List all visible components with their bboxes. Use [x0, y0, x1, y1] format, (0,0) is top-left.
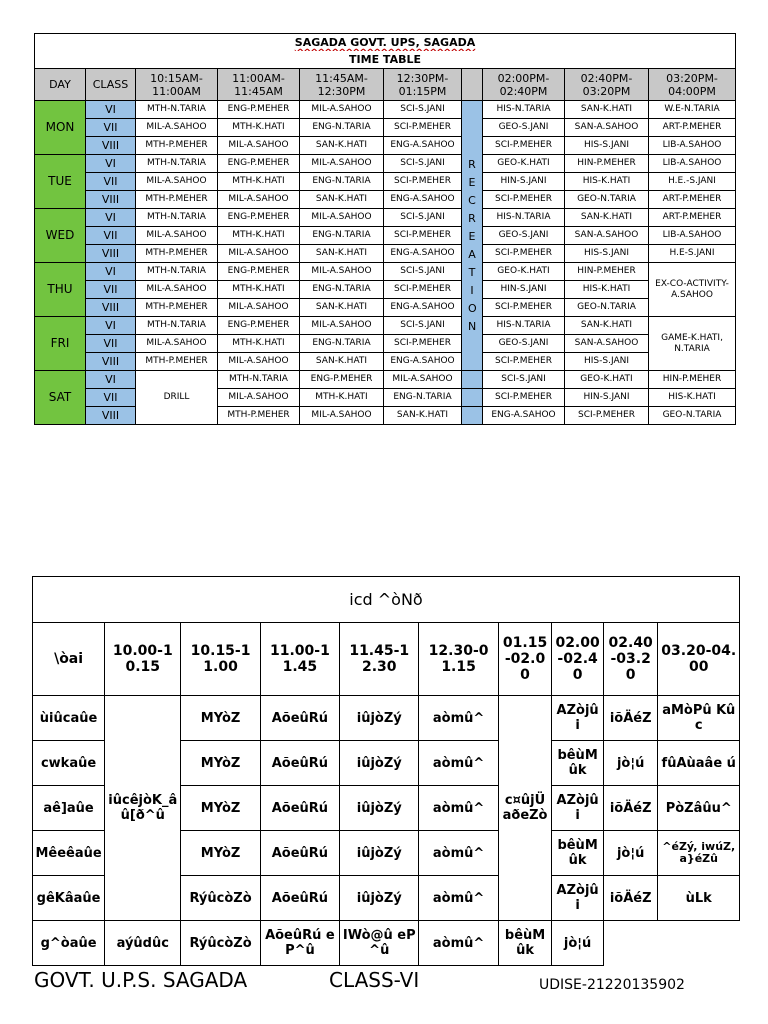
period-cell: SAN-K.HATI: [565, 317, 649, 335]
drill-cell: DRILL: [136, 371, 218, 425]
period-cell: SCI-P.MEHER: [483, 299, 565, 317]
odia-period-cell: aòmû^: [419, 831, 498, 876]
class-label: VI: [86, 317, 136, 335]
odia-period-cell: iõÄéZ: [603, 696, 658, 741]
period-cell: SAN-K.HATI: [300, 245, 384, 263]
odia-period-cell: MYòZ: [181, 741, 260, 786]
period-cell: MIL-A.SAHOO: [384, 371, 462, 389]
odia-period-cell: AõeûRú: [260, 696, 339, 741]
period-cell: ENG-P.MEHER: [218, 263, 300, 281]
period-cell: MTH-P.MEHER: [136, 245, 218, 263]
period-cell: ENG-P.MEHER: [218, 155, 300, 173]
period-cell: SAN-K.HATI: [300, 299, 384, 317]
period-cell: SAN-K.HATI: [565, 209, 649, 227]
day-label: MON: [35, 101, 86, 155]
period-cell: LIB-A.SAHOO: [649, 137, 736, 155]
period-cell: SCI-P.MEHER: [483, 389, 565, 407]
period-cell: ENG-N.TARIA: [300, 173, 384, 191]
odia-day-label: Mêeêaûe: [33, 831, 105, 876]
period-cell: LIB-A.SAHOO: [649, 227, 736, 245]
period-cell: HIN-S.JANI: [565, 389, 649, 407]
header-period: 11:45AM-12:30PM: [300, 69, 384, 101]
class-label: VIII: [86, 191, 136, 209]
odia-period-cell: aòmû^: [419, 741, 498, 786]
period-cell: ART-P.MEHER: [649, 191, 736, 209]
class-label: VIII: [86, 353, 136, 371]
table-row: [35, 263, 736, 281]
odia-period-cell: iûjòZý: [340, 741, 419, 786]
period-cell: MTH-N.TARIA: [136, 101, 218, 119]
period-cell: ENG-N.TARIA: [300, 119, 384, 137]
odia-day-label: aê]aûe: [33, 786, 105, 831]
period-cell: ENG-N.TARIA: [300, 227, 384, 245]
period-cell: MTH-N.TARIA: [136, 317, 218, 335]
class-label: VI: [86, 155, 136, 173]
period-cell: HIS-K.HATI: [565, 173, 649, 191]
period-cell: MTH-P.MEHER: [136, 299, 218, 317]
recess-blank: [462, 389, 483, 407]
period-cell: HIS-S.JANI: [565, 137, 649, 155]
period-cell: HIN-S.JANI: [483, 173, 565, 191]
period-cell: GEO-N.TARIA: [565, 299, 649, 317]
period-cell: MIL-A.SAHOO: [300, 407, 384, 425]
day-label: FRI: [35, 317, 86, 371]
odia-period-cell: MYòZ: [181, 786, 260, 831]
period-cell: MTH-K.HATI: [218, 281, 300, 299]
period-cell: SCI-P.MEHER: [483, 245, 565, 263]
period-cell: GEO-N.TARIA: [565, 191, 649, 209]
period-cell: SCI-P.MEHER: [483, 353, 565, 371]
period-cell: ENG-P.MEHER: [300, 371, 384, 389]
period-cell: ENG-A.SAHOO: [384, 353, 462, 371]
english-timetable: [34, 33, 736, 425]
odia-period-cell: iûjòZý: [340, 876, 419, 921]
period-cell: HIS-K.HATI: [565, 281, 649, 299]
header-period: 12:30PM-01:15PM: [384, 69, 462, 101]
period-cell: SAN-K.HATI: [300, 191, 384, 209]
odia-period-cell: AZòjûi: [552, 696, 604, 741]
odia-period-cell: AõeûRú: [260, 741, 339, 786]
activity-cell: EX-CO-ACTIVITY-A.SAHOO: [649, 263, 736, 317]
period-cell: MTH-K.HATI: [300, 389, 384, 407]
period-cell: SCI-P.MEHER: [483, 137, 565, 155]
period-cell: SCI-S.JANI: [384, 209, 462, 227]
period-cell: SAN-K.HATI: [565, 101, 649, 119]
odia-period-cell: AõeûRú eP^û: [260, 921, 339, 966]
recess-blank: [462, 371, 483, 389]
odia-period-cell: bêùM ûk: [552, 831, 604, 876]
odia-period-cell: fûAùaâe ú: [658, 741, 740, 786]
period-cell: MIL-A.SAHOO: [218, 137, 300, 155]
header-period: 10:15AM-11:00AM: [136, 69, 218, 101]
period-cell: ART-P.MEHER: [649, 119, 736, 137]
period-cell: HIS-S.JANI: [565, 353, 649, 371]
period-cell: SCI-S.JANI: [483, 371, 565, 389]
activity-cell: GAME-K.HATI, N.TARIA: [649, 317, 736, 371]
recess-blank: [462, 407, 483, 425]
table-row: [35, 371, 736, 389]
day-label: WED: [35, 209, 86, 263]
period-cell: GEO-K.HATI: [565, 371, 649, 389]
table-row: [33, 696, 740, 741]
odia-period-cell: jò¦ú: [603, 831, 658, 876]
period-cell: MIL-A.SAHOO: [136, 119, 218, 137]
period-cell: ENG-P.MEHER: [218, 209, 300, 227]
odia-header-cell: 11.00-11.45: [260, 623, 339, 696]
table-row: [35, 137, 736, 155]
table-row: [35, 335, 736, 353]
period-cell: MIL-A.SAHOO: [300, 155, 384, 173]
period-cell: SCI-P.MEHER: [384, 119, 462, 137]
class-label: VIII: [86, 299, 136, 317]
period-cell: MIL-A.SAHOO: [300, 101, 384, 119]
period-cell: SCI-S.JANI: [384, 263, 462, 281]
class-label: VIII: [86, 137, 136, 155]
period-cell: HIN-P.MEHER: [649, 371, 736, 389]
header-recess: [462, 69, 483, 101]
period-cell: ENG-A.SAHOO: [384, 191, 462, 209]
odia-period-cell: MYòZ: [181, 831, 260, 876]
period-cell: MIL-A.SAHOO: [300, 263, 384, 281]
odia-timetable: [32, 576, 740, 966]
class-label: VII: [86, 281, 136, 299]
period-cell: ENG-A.SAHOO: [384, 137, 462, 155]
odia-period-cell: iûjòZý: [340, 696, 419, 741]
period-cell: MTH-K.HATI: [218, 119, 300, 137]
period-cell: MIL-A.SAHOO: [300, 317, 384, 335]
class-label: VII: [86, 335, 136, 353]
day-label: TUE: [35, 155, 86, 209]
period-cell: MTH-K.HATI: [218, 335, 300, 353]
odia-period-cell: iõÄéZ: [603, 786, 658, 831]
odia-header-cell: 11.45-12.30: [340, 623, 419, 696]
odia-period-cell: MYòZ: [181, 696, 260, 741]
odia-header-cell: \òai: [33, 623, 105, 696]
class-label: VI: [86, 371, 136, 389]
odia-header-cell: 01.15-02.00: [498, 623, 552, 696]
odia-header-cell: 10.15-11.00: [181, 623, 260, 696]
odia-period-cell: AõeûRú: [260, 786, 339, 831]
odia-period-cell: AõeûRú: [260, 831, 339, 876]
period-cell: HIS-N.TARIA: [483, 209, 565, 227]
period-cell: ENG-P.MEHER: [218, 317, 300, 335]
class-label: VII: [86, 389, 136, 407]
odia-period-cell: bêùM ûk: [552, 741, 604, 786]
period-cell: HIN-P.MEHER: [565, 263, 649, 281]
period-cell: MTH-P.MEHER: [136, 353, 218, 371]
odia-period-cell: aMòPû Kûc: [658, 696, 740, 741]
table-row: [35, 191, 736, 209]
period-cell: HIS-K.HATI: [649, 389, 736, 407]
odia-recess-cell: c¤ûjÜ aðeZò: [498, 696, 552, 921]
period-cell: MTH-N.TARIA: [136, 209, 218, 227]
header-class: CLASS: [86, 69, 136, 101]
odia-period-cell: AõeûRú: [260, 876, 339, 921]
odia-period-cell: ^éZý, iwúZ, a}éZû: [658, 831, 740, 876]
period-cell: ENG-A.SAHOO: [384, 299, 462, 317]
day-label: THU: [35, 263, 86, 317]
period-cell: MTH-K.HATI: [218, 227, 300, 245]
odia-period-cell: AZòjûi: [552, 786, 604, 831]
period-cell: ENG-A.SAHOO: [483, 407, 565, 425]
class-label: VII: [86, 173, 136, 191]
period-cell: ENG-N.TARIA: [300, 281, 384, 299]
table-row: [35, 227, 736, 245]
period-cell: SCI-S.JANI: [384, 155, 462, 173]
period-cell: SCI-P.MEHER: [384, 335, 462, 353]
period-cell: HIS-S.JANI: [565, 245, 649, 263]
odia-period-cell: aòmû^: [419, 876, 498, 921]
odia-period-cell: ùLk: [658, 876, 740, 921]
period-cell: SCI-S.JANI: [384, 317, 462, 335]
header-period: 03:20PM-04:00PM: [649, 69, 736, 101]
period-cell: HIN-S.JANI: [483, 281, 565, 299]
period-cell: MIL-A.SAHOO: [218, 299, 300, 317]
period-cell: MIL-A.SAHOO: [218, 389, 300, 407]
odia-period-cell: aòmû^: [419, 696, 498, 741]
period-cell: MIL-A.SAHOO: [300, 209, 384, 227]
period-cell: MTH-N.TARIA: [218, 371, 300, 389]
period-cell: MTH-N.TARIA: [136, 263, 218, 281]
class-label: VIII: [86, 407, 136, 425]
period-cell: ENG-P.MEHER: [218, 101, 300, 119]
period-cell: ENG-N.TARIA: [384, 389, 462, 407]
period-cell: GEO-S.JANI: [483, 335, 565, 353]
period-cell: LIB-A.SAHOO: [649, 155, 736, 173]
table-row: [35, 101, 736, 119]
period-cell: SCI-P.MEHER: [483, 191, 565, 209]
period-cell: GEO-K.HATI: [483, 263, 565, 281]
timetable-header-row: [35, 69, 736, 101]
period-cell: MIL-A.SAHOO: [218, 245, 300, 263]
period-cell: ART-P.MEHER: [649, 209, 736, 227]
period-cell: SAN-A.SAHOO: [565, 119, 649, 137]
odia-period-cell: jò¦ú: [552, 921, 604, 966]
odia-day-label: cwkaûe: [33, 741, 105, 786]
odia-day-label: gêKâaûe: [33, 876, 105, 921]
odia-prayer-cell: iûcêjòK_âû[ð^û: [105, 696, 181, 921]
period-cell: MIL-A.SAHOO: [218, 191, 300, 209]
period-cell: HIS-N.TARIA: [483, 101, 565, 119]
footer-school-name: GOVT. U.P.S. SAGADA: [34, 968, 248, 992]
period-cell: SCI-P.MEHER: [384, 173, 462, 191]
table-row: [33, 921, 740, 966]
table-row: [35, 299, 736, 317]
period-cell: MIL-A.SAHOO: [136, 335, 218, 353]
period-cell: H.E-S.JANI: [649, 245, 736, 263]
table-row: [35, 173, 736, 191]
table-row: [35, 353, 736, 371]
period-cell: MIL-A.SAHOO: [136, 281, 218, 299]
odia-day-label: g^òaûe: [33, 921, 105, 966]
odia-period-cell: PòZâûu^: [658, 786, 740, 831]
period-cell: SAN-K.HATI: [300, 353, 384, 371]
period-cell: SAN-A.SAHOO: [565, 227, 649, 245]
odia-header-cell: 10.00-10.15: [105, 623, 181, 696]
odia-period-cell: aýûdûc: [105, 921, 181, 966]
class-label: VI: [86, 209, 136, 227]
table-row: [35, 209, 736, 227]
period-cell: SAN-K.HATI: [384, 407, 462, 425]
period-cell: MTH-P.MEHER: [136, 137, 218, 155]
period-cell: GEO-K.HATI: [483, 155, 565, 173]
period-cell: ENG-A.SAHOO: [384, 245, 462, 263]
recess-column: [462, 101, 483, 371]
period-cell: SCI-S.JANI: [384, 101, 462, 119]
period-cell: SAN-K.HATI: [300, 137, 384, 155]
odia-period-cell: aòmû^: [419, 786, 498, 831]
odia-period-cell: iûjòZý: [340, 831, 419, 876]
odia-table-title: icd ^òNð: [33, 577, 740, 623]
timetable-school-title: SAGADA GOVT. UPS, SAGADA: [35, 34, 736, 52]
footer-class: CLASS-VI: [329, 968, 420, 992]
period-cell: H.E.-S.JANI: [649, 173, 736, 191]
period-cell: MIL-A.SAHOO: [136, 173, 218, 191]
table-row: [35, 245, 736, 263]
odia-header-cell: 03.20-04.00: [658, 623, 740, 696]
period-cell: GEO-N.TARIA: [649, 407, 736, 425]
odia-period-cell: iûjòZý: [340, 786, 419, 831]
class-label: VII: [86, 227, 136, 245]
odia-header-cell: 02.40-03.20: [603, 623, 658, 696]
odia-header-cell: 02.00-02.40: [552, 623, 604, 696]
period-cell: HIN-P.MEHER: [565, 155, 649, 173]
odia-period-cell: bêùM ûk: [498, 921, 552, 966]
period-cell: MTH-P.MEHER: [136, 191, 218, 209]
header-period: 11:00AM-11:45AM: [218, 69, 300, 101]
class-label: VI: [86, 101, 136, 119]
period-cell: SAN-A.SAHOO: [565, 335, 649, 353]
period-cell: SCI-P.MEHER: [384, 227, 462, 245]
odia-period-cell: RýûcòZò: [181, 876, 260, 921]
header-period: 02:40PM-03:20PM: [565, 69, 649, 101]
odia-header-cell: 12.30-01.15: [419, 623, 498, 696]
odia-day-label: ùiûcaûe: [33, 696, 105, 741]
period-cell: GEO-S.JANI: [483, 119, 565, 137]
period-cell: W.E-N.TARIA: [649, 101, 736, 119]
odia-period-cell: jò¦ú: [603, 741, 658, 786]
table-row: [35, 119, 736, 137]
period-cell: SCI-P.MEHER: [384, 281, 462, 299]
odia-period-cell: IWò@û eP^û: [340, 921, 419, 966]
period-cell: GEO-S.JANI: [483, 227, 565, 245]
period-cell: ENG-N.TARIA: [300, 335, 384, 353]
odia-period-cell: AZòjûi: [552, 876, 604, 921]
period-cell: MTH-N.TARIA: [136, 155, 218, 173]
footer-udise: UDISE-21220135902: [539, 977, 685, 993]
class-label: VII: [86, 119, 136, 137]
header-period: 02:00PM-02:40PM: [483, 69, 565, 101]
odia-period-cell: RýûcòZò: [181, 921, 260, 966]
odia-period-cell: iõÄéZ: [603, 876, 658, 921]
period-cell: MTH-K.HATI: [218, 173, 300, 191]
odia-period-cell: aòmû^: [419, 921, 498, 966]
table-row: [35, 317, 736, 335]
table-row: [35, 281, 736, 299]
timetable-title: TIME TABLE: [35, 51, 736, 69]
class-label: VIII: [86, 245, 136, 263]
recess-label: RECREATION: [468, 158, 477, 333]
period-cell: MTH-P.MEHER: [218, 407, 300, 425]
period-cell: MIL-A.SAHOO: [136, 227, 218, 245]
period-cell: HIS-N.TARIA: [483, 317, 565, 335]
day-label: SAT: [35, 371, 86, 425]
class-label: VI: [86, 263, 136, 281]
table-row: [35, 155, 736, 173]
header-day: DAY: [35, 69, 86, 101]
period-cell: SCI-P.MEHER: [565, 407, 649, 425]
odia-header-row: [33, 623, 740, 696]
period-cell: MIL-A.SAHOO: [218, 353, 300, 371]
